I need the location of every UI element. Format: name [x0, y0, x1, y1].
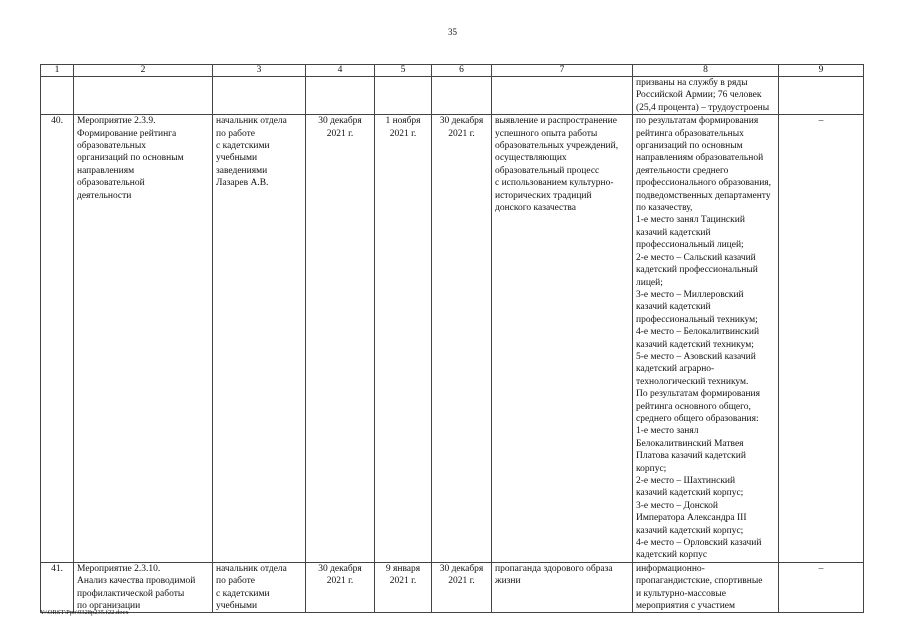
column-number: 1 [41, 65, 74, 77]
plan-date-cell: 30 декабря 2021 г. [306, 562, 375, 613]
table-row [41, 115, 864, 563]
column-number: 7 [492, 65, 633, 77]
end-date-cell: 30 декабря 2021 г. [432, 115, 492, 563]
column-number: 8 [633, 65, 779, 77]
plan-date-cell: 30 декабря 2021 г. [306, 115, 375, 563]
row-number-cell: 41. [41, 562, 74, 613]
page-number: 35 [448, 27, 457, 37]
file-path-footer: Y:\ORST\Ppo\0328p235.f22.docx [40, 609, 129, 616]
expected-result-cell: пропаганда здорового образа жизни [492, 562, 633, 613]
note-cell: – [779, 562, 864, 613]
column-number: 5 [375, 65, 432, 77]
end-date-cell: 30 декабря 2021 г. [432, 562, 492, 613]
responsible-cell: начальник отдела по работе с кадетскими учебными заведениями Лазарев А.В. [213, 115, 306, 563]
continuation-row [41, 77, 864, 115]
start-date-cell: 9 января 2021 г. [375, 562, 432, 613]
event-cell: Мероприятие 2.3.10. Анализ качества проводимой профилактической работы по организации [74, 562, 213, 613]
expected-result-cell: выявление и распространение успешного опыта работы образовательных учреждений, осуществляющих образовательный процесс с использованием культурно- исторических традиций донского казачества [492, 115, 633, 563]
note-cell: – [779, 115, 864, 563]
column-number: 2 [74, 65, 213, 77]
column-number-row [41, 65, 864, 77]
column-number: 9 [779, 65, 864, 77]
report-table [40, 64, 864, 613]
row-number-cell: 40. [41, 115, 74, 563]
column-number: 3 [213, 65, 306, 77]
actual-result-cell: информационно- пропагандистские, спортивные и культурно-массовые мероприятия с участием [633, 562, 779, 613]
event-cell: Мероприятие 2.3.9. Формирование рейтинга образовательных организаций по основным направлениям образовательной деятельности [74, 115, 213, 563]
column-number: 6 [432, 65, 492, 77]
responsible-cell: начальник отдела по работе с кадетскими учебными [213, 562, 306, 613]
actual-result-cell: по результатам формирования рейтинга образовательных организаций по основным направлениям образовательной деятельности среднего профессионального образования, подведомственных департаменту по казачеству, 1-е место занял Тацинский казачий кадетский профессиональный лицей; 2-е место – Сальский казачий кадетский профессиональный лицей; 3-е место – Миллеровский казачий кадетский профессиональный техникум; 4-е место – Белокалитвинский казачий кадетский техникум; 5-е место – Азовский казачий кадетский аграрно- технологический техникум. По результатам формирования рейтинга основного общего, среднего общего образования: 1-е место занял Белокалитвинский Матвея Платова казачий кадетский корпус; 2-е место – Шахтинский казачий кадетский корпус; 3-е место – Донской Императора Александра III казачий кадетский корпус; 4-е место – Орловский казачий кадетский корпус [633, 115, 779, 563]
continuation-result-cell: призваны на службу в ряды Российской Армии; 76 человек (25,4 процента) – трудоустроены [633, 77, 779, 115]
column-number: 4 [306, 65, 375, 77]
table-row [41, 562, 864, 613]
start-date-cell: 1 ноября 2021 г. [375, 115, 432, 563]
